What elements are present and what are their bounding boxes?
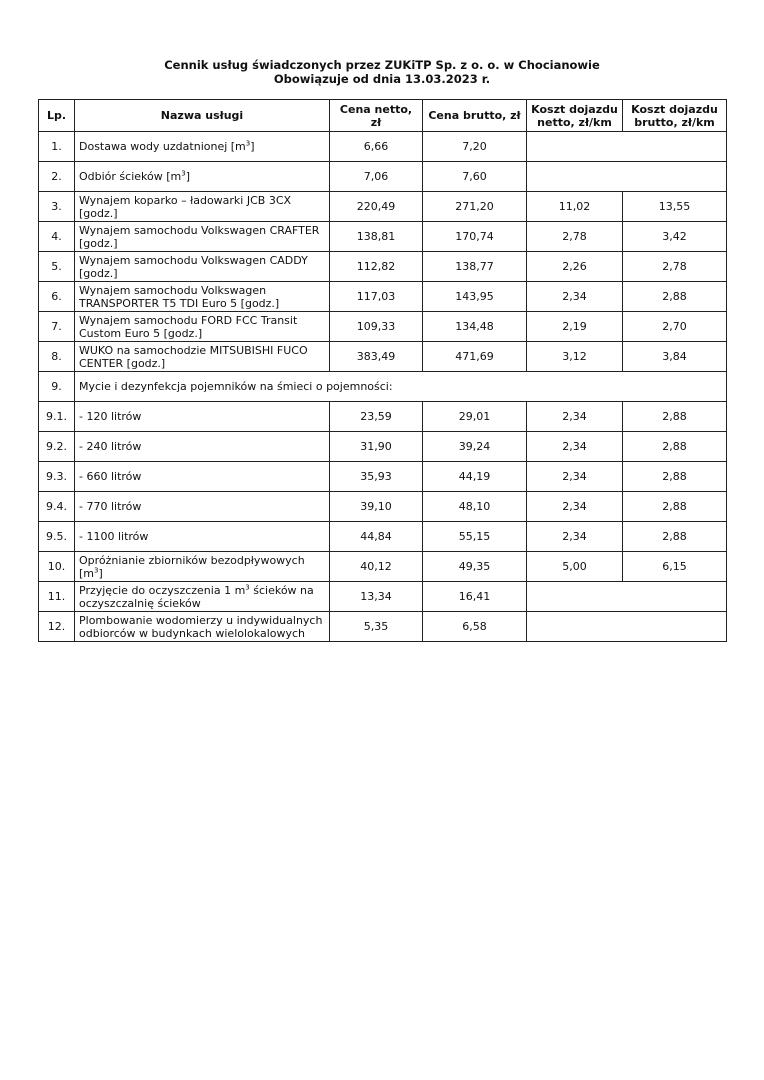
cell-price-brutto: 29,01 bbox=[423, 402, 527, 432]
table-row bbox=[39, 492, 727, 522]
cell-price-netto: 39,10 bbox=[330, 492, 423, 522]
cell-price-netto: 31,90 bbox=[330, 432, 423, 462]
cell-lp: 10. bbox=[39, 552, 75, 582]
cell-service-name bbox=[75, 582, 330, 612]
service-name-text: - 1100 litrów bbox=[79, 530, 149, 543]
cell-lp: 9.2. bbox=[39, 432, 75, 462]
cell-travel-netto: 11,02 bbox=[527, 192, 623, 222]
table-row bbox=[39, 432, 727, 462]
cell-travel-brutto: 2,88 bbox=[623, 282, 727, 312]
table-row bbox=[39, 252, 727, 282]
cell-lp: 9.5. bbox=[39, 522, 75, 552]
cell-price-netto: 40,12 bbox=[330, 552, 423, 582]
cell-service-name bbox=[75, 132, 330, 162]
cell-service-name bbox=[75, 222, 330, 252]
table-row bbox=[39, 372, 727, 402]
cell-lp: 9.3. bbox=[39, 462, 75, 492]
cell-lp: 4. bbox=[39, 222, 75, 252]
title-line-2: Obowiązuje od dnia 13.03.2023 r. bbox=[273, 72, 491, 86]
cell-service-name bbox=[75, 282, 330, 312]
cell-price-netto: 23,59 bbox=[330, 402, 423, 432]
table-row bbox=[39, 222, 727, 252]
unit-exponent: 3 bbox=[181, 169, 186, 178]
cell-travel-brutto: 2,78 bbox=[623, 252, 727, 282]
cell-price-netto: 138,81 bbox=[330, 222, 423, 252]
service-name-text: Wynajem samochodu FORD FCC Transit Custom Euro 5 [godz.] bbox=[79, 313, 298, 340]
service-name-text: Plombowanie wodomierzy u indywidualnych odbiorców w budynkach wielolokalowych bbox=[79, 613, 323, 640]
header-price-brutto: Cena brutto, zł bbox=[423, 100, 527, 132]
table-row bbox=[39, 192, 727, 222]
service-name-suffix: ] bbox=[250, 140, 255, 153]
cell-lp: 9. bbox=[39, 372, 75, 402]
table-row bbox=[39, 282, 727, 312]
cell-travel-netto: 2,78 bbox=[527, 222, 623, 252]
cell-price-brutto: 44,19 bbox=[423, 462, 527, 492]
cell-price-brutto: 271,20 bbox=[423, 192, 527, 222]
table-row bbox=[39, 612, 727, 642]
cell-price-brutto: 7,20 bbox=[423, 132, 527, 162]
cell-price-netto: 112,82 bbox=[330, 252, 423, 282]
cell-service-name bbox=[75, 162, 330, 192]
cell-travel-netto: 2,19 bbox=[527, 312, 623, 342]
cell-travel-netto: 2,34 bbox=[527, 402, 623, 432]
cell-travel-empty bbox=[527, 612, 727, 642]
cell-price-netto: 109,33 bbox=[330, 312, 423, 342]
cell-travel-netto: 2,26 bbox=[527, 252, 623, 282]
header-row bbox=[39, 100, 727, 132]
cell-price-netto: 44,84 bbox=[330, 522, 423, 552]
cell-service-name bbox=[75, 312, 330, 342]
cell-service-name bbox=[75, 612, 330, 642]
cell-price-brutto: 39,24 bbox=[423, 432, 527, 462]
service-name-text: Wynajem samochodu Volkswagen CADDY [godz.] bbox=[79, 253, 308, 280]
cell-lp: 1. bbox=[39, 132, 75, 162]
cell-price-netto: 35,93 bbox=[330, 462, 423, 492]
cell-service-name bbox=[75, 342, 330, 372]
service-name-suffix: ścieków na oczyszczalnię ścieków bbox=[79, 583, 314, 610]
table-row bbox=[39, 522, 727, 552]
unit-exponent: 3 bbox=[245, 582, 250, 591]
cell-service-name bbox=[75, 402, 330, 432]
service-name-text: - 770 litrów bbox=[79, 500, 142, 513]
cell-travel-netto: 2,34 bbox=[527, 282, 623, 312]
cell-price-netto: 220,49 bbox=[330, 192, 423, 222]
cell-service-name bbox=[75, 192, 330, 222]
cell-price-brutto: 16,41 bbox=[423, 582, 527, 612]
cell-lp: 11. bbox=[39, 582, 75, 612]
table-row bbox=[39, 552, 727, 582]
table-row bbox=[39, 462, 727, 492]
cell-lp: 6. bbox=[39, 282, 75, 312]
cell-price-brutto: 170,74 bbox=[423, 222, 527, 252]
service-name-text: WUKO na samochodzie MITSUBISHI FUCO CENTER [godz.] bbox=[79, 343, 308, 370]
cell-travel-brutto: 2,88 bbox=[623, 432, 727, 462]
cell-lp: 12. bbox=[39, 612, 75, 642]
service-name-text: - 120 litrów bbox=[79, 410, 142, 423]
cell-travel-brutto: 3,42 bbox=[623, 222, 727, 252]
service-name-text: Odbiór ścieków [m bbox=[79, 170, 182, 183]
service-name-suffix: ] bbox=[98, 566, 103, 580]
document-title bbox=[0, 58, 764, 86]
cell-price-brutto: 138,77 bbox=[423, 252, 527, 282]
table-row bbox=[39, 312, 727, 342]
cell-travel-netto: 5,00 bbox=[527, 552, 623, 582]
service-name-text: Dostawa wody uzdatnionej [m bbox=[79, 140, 246, 153]
header-price-netto: Cena netto, zł bbox=[330, 100, 423, 132]
cell-lp: 2. bbox=[39, 162, 75, 192]
cell-travel-netto: 2,34 bbox=[527, 462, 623, 492]
cell-service-name bbox=[75, 492, 330, 522]
header-travel-brutto: Koszt dojazdu brutto, zł/km bbox=[623, 100, 727, 132]
service-name-text: Wynajem samochodu Volkswagen TRANSPORTER T5 TDI Euro 5 [godz.] bbox=[79, 283, 280, 310]
cell-price-brutto: 7,60 bbox=[423, 162, 527, 192]
cell-lp: 8. bbox=[39, 342, 75, 372]
cell-travel-netto: 2,34 bbox=[527, 522, 623, 552]
header-travel-netto: Koszt dojazdu netto, zł/km bbox=[527, 100, 623, 132]
cell-travel-netto: 3,12 bbox=[527, 342, 623, 372]
cell-price-brutto: 143,95 bbox=[423, 282, 527, 312]
cell-lp: 3. bbox=[39, 192, 75, 222]
table-row bbox=[39, 162, 727, 192]
unit-exponent: 3 bbox=[94, 565, 99, 574]
title-line-1: Cennik usług świadczonych przez ZUKiTP Sp. z o. o. w Chocianowie bbox=[164, 58, 600, 72]
cell-service-name bbox=[75, 432, 330, 462]
cell-lp: 9.1. bbox=[39, 402, 75, 432]
service-name-suffix: ] bbox=[185, 170, 191, 183]
cell-travel-brutto: 3,84 bbox=[623, 342, 727, 372]
cell-price-brutto: 55,15 bbox=[423, 522, 527, 552]
service-name-text: Wynajem samochodu Volkswagen CRAFTER [godz.] bbox=[79, 223, 320, 250]
cell-price-brutto: 48,10 bbox=[423, 492, 527, 522]
cell-service-name bbox=[75, 552, 330, 582]
service-name-text: - 240 litrów bbox=[79, 440, 142, 453]
cell-travel-empty bbox=[527, 582, 727, 612]
cell-travel-netto: 2,34 bbox=[527, 432, 623, 462]
table-row bbox=[39, 582, 727, 612]
cell-service-name bbox=[75, 522, 330, 552]
cell-price-brutto: 471,69 bbox=[423, 342, 527, 372]
service-name-text: Wynajem koparko – ładowarki JCB 3CX [godz.] bbox=[79, 193, 292, 220]
cell-travel-brutto: 2,70 bbox=[623, 312, 727, 342]
price-table bbox=[38, 99, 727, 642]
cell-travel-empty bbox=[527, 132, 727, 162]
cell-travel-brutto: 6,15 bbox=[623, 552, 727, 582]
service-name-text: Opróżnianie zbiorników bezodpływowych [m bbox=[79, 553, 305, 580]
header-service-name: Nazwa usługi bbox=[75, 100, 330, 132]
cell-travel-netto: 2,34 bbox=[527, 492, 623, 522]
cell-section-title: Mycie i dezynfekcja pojemników na śmieci o pojemności: bbox=[75, 372, 727, 402]
cell-price-brutto: 134,48 bbox=[423, 312, 527, 342]
table-row bbox=[39, 402, 727, 432]
cell-lp: 9.4. bbox=[39, 492, 75, 522]
cell-travel-brutto: 2,88 bbox=[623, 492, 727, 522]
cell-lp: 7. bbox=[39, 312, 75, 342]
cell-travel-brutto: 2,88 bbox=[623, 522, 727, 552]
unit-exponent: 3 bbox=[245, 139, 251, 148]
cell-service-name bbox=[75, 252, 330, 282]
cell-price-brutto: 49,35 bbox=[423, 552, 527, 582]
cell-price-netto: 7,06 bbox=[330, 162, 423, 192]
cell-price-brutto: 6,58 bbox=[423, 612, 527, 642]
cell-price-netto: 5,35 bbox=[330, 612, 423, 642]
cell-price-netto: 6,66 bbox=[330, 132, 423, 162]
cell-travel-empty bbox=[527, 162, 727, 192]
cell-price-netto: 13,34 bbox=[330, 582, 423, 612]
table-row bbox=[39, 342, 727, 372]
table-body bbox=[39, 132, 727, 642]
cell-price-netto: 383,49 bbox=[330, 342, 423, 372]
cell-lp: 5. bbox=[39, 252, 75, 282]
cell-travel-brutto: 2,88 bbox=[623, 402, 727, 432]
cell-travel-brutto: 2,88 bbox=[623, 462, 727, 492]
header-lp: Lp. bbox=[39, 100, 75, 132]
cell-service-name bbox=[75, 462, 330, 492]
cell-travel-brutto: 13,55 bbox=[623, 192, 727, 222]
service-name-text: - 660 litrów bbox=[79, 470, 142, 483]
table-row bbox=[39, 132, 727, 162]
service-name-text: Przyjęcie do oczyszczenia 1 m bbox=[79, 583, 246, 597]
cell-price-netto: 117,03 bbox=[330, 282, 423, 312]
